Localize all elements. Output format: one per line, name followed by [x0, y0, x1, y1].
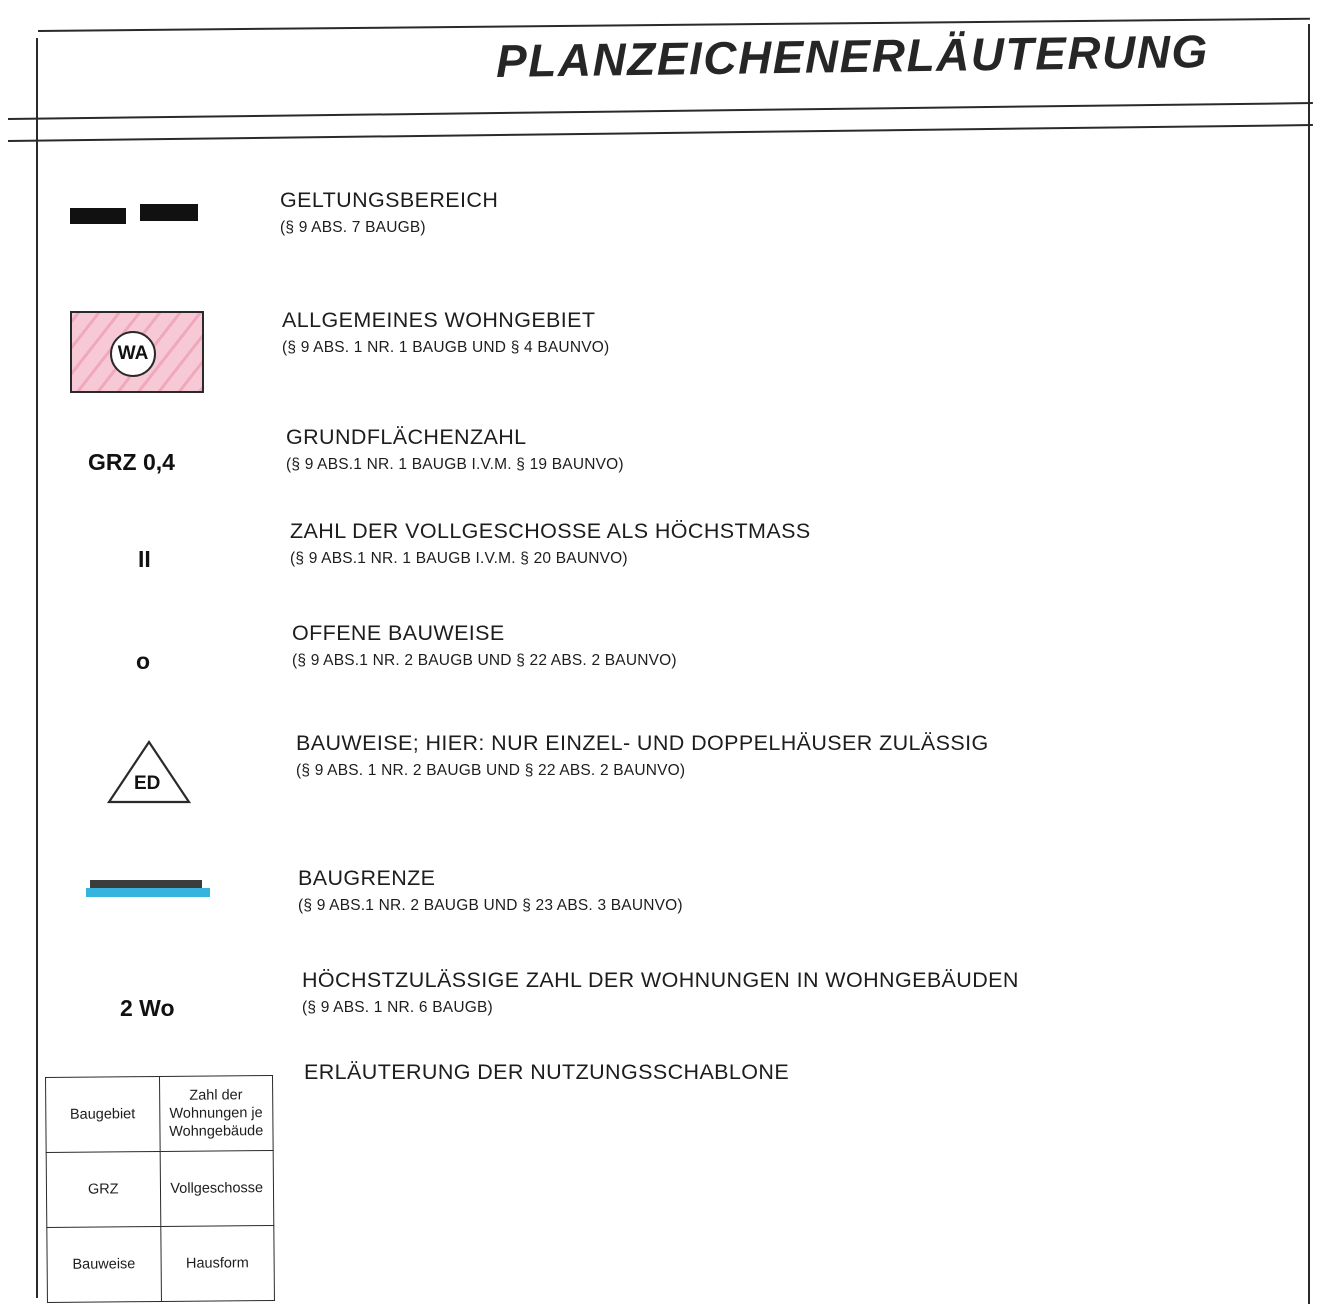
legend-text-wohnungen	[302, 968, 1019, 1017]
cell-baugebiet: Baugebiet	[46, 1077, 160, 1153]
legend-text-nutzungsschablone	[304, 1060, 789, 1085]
baugrenze-line-icon	[86, 880, 210, 902]
table-row	[47, 1226, 275, 1303]
legend-sub-text: (§ 9 ABS. 1 NR. 1 BAUGB UND § 4 BAUNVO)	[282, 339, 610, 356]
vollgeschosse-symbol-label: II	[138, 546, 151, 572]
legend-main-text: ALLGEMEINES WOHNGEBIET	[282, 308, 596, 332]
legend-main-text: GRUNDFLÄCHENZAHL	[286, 425, 527, 449]
ed-label: ED	[134, 773, 161, 794]
grz-symbol-label: GRZ 0,4	[88, 449, 175, 475]
legend-main-text: HÖCHSTZULÄSSIGE ZAHL DER WOHNUNGEN IN WOHNGEBÄUDEN	[302, 968, 1019, 992]
cell-grz: GRZ	[46, 1152, 160, 1228]
legend-main-text: BAUGRENZE	[298, 866, 436, 890]
table-row	[46, 1151, 274, 1228]
page-title: PLANZEICHENERLÄUTERUNG	[495, 25, 1210, 87]
cell-hausform: Hausform	[160, 1226, 274, 1302]
legend-text-vollgeschosse	[290, 519, 811, 568]
legend-sub-text: (§ 9 ABS.1 NR. 2 BAUGB UND § 23 ABS. 3 BAUNVO)	[298, 897, 683, 914]
cell-line-3: Wohngebäude	[169, 1123, 264, 1140]
cell-wohnungen-je-wohngebaeude	[159, 1076, 273, 1152]
legend-main-text: GELTUNGSBEREICH	[280, 188, 499, 212]
nutzungsschablone-table	[45, 1075, 275, 1303]
legend-sub-text: (§ 9 ABS.1 NR. 2 BAUGB UND § 22 ABS. 2 BAUNVO)	[292, 652, 677, 669]
legend-text-geltungsbereich	[280, 188, 498, 237]
legend-sub-text: (§ 9 ABS.1 NR. 1 BAUGB I.V.M. § 19 BAUNVO)	[286, 456, 624, 473]
legend-sub-text: (§ 9 ABS. 7 BAUGB)	[280, 219, 426, 236]
legend-text-grundflaechenzahl	[286, 425, 624, 474]
cell-line-2: Wohnungen je	[169, 1105, 263, 1122]
geltungsbereich-dashes-icon	[70, 202, 200, 228]
legend-text-bauweise-ed	[296, 731, 989, 780]
legend-main-text: ERLÄUTERUNG DER NUTZUNGSSCHABLONE	[304, 1060, 790, 1084]
table-row	[46, 1076, 274, 1153]
legend-sub-text: (§ 9 ABS. 1 NR. 6 BAUGB)	[302, 999, 493, 1016]
cell-vollgeschosse: Vollgeschosse	[160, 1151, 274, 1227]
legend-text-allgemeines-wohngebiet	[282, 308, 609, 357]
legend-main-text: OFFENE BAUWEISE	[292, 621, 505, 645]
legend-main-text: ZAHL DER VOLLGESCHOSSE ALS HÖCHSTMASS	[290, 519, 811, 543]
legend-main-text: BAUWEISE; HIER: NUR EINZEL- UND DOPPELHÄUSER ZULÄSSIG	[296, 731, 989, 755]
cell-line-1: Zahl der	[189, 1087, 243, 1104]
legend-sub-text: (§ 9 ABS.1 NR. 1 BAUGB I.V.M. § 20 BAUNVO)	[290, 550, 628, 567]
legend-sub-text: (§ 9 ABS. 1 NR. 2 BAUGB UND § 22 ABS. 2 BAUNVO)	[296, 762, 686, 779]
ed-triangle-icon	[106, 739, 192, 805]
wa-label: WA	[110, 331, 156, 377]
wohnungen-symbol-label: 2 Wo	[120, 995, 175, 1021]
legend-text-baugrenze	[298, 866, 683, 915]
offene-bauweise-symbol-label: o	[136, 648, 151, 674]
wa-area-icon	[70, 311, 204, 393]
cell-bauweise: Bauweise	[47, 1226, 161, 1302]
legend-text-offene-bauweise	[292, 621, 677, 670]
